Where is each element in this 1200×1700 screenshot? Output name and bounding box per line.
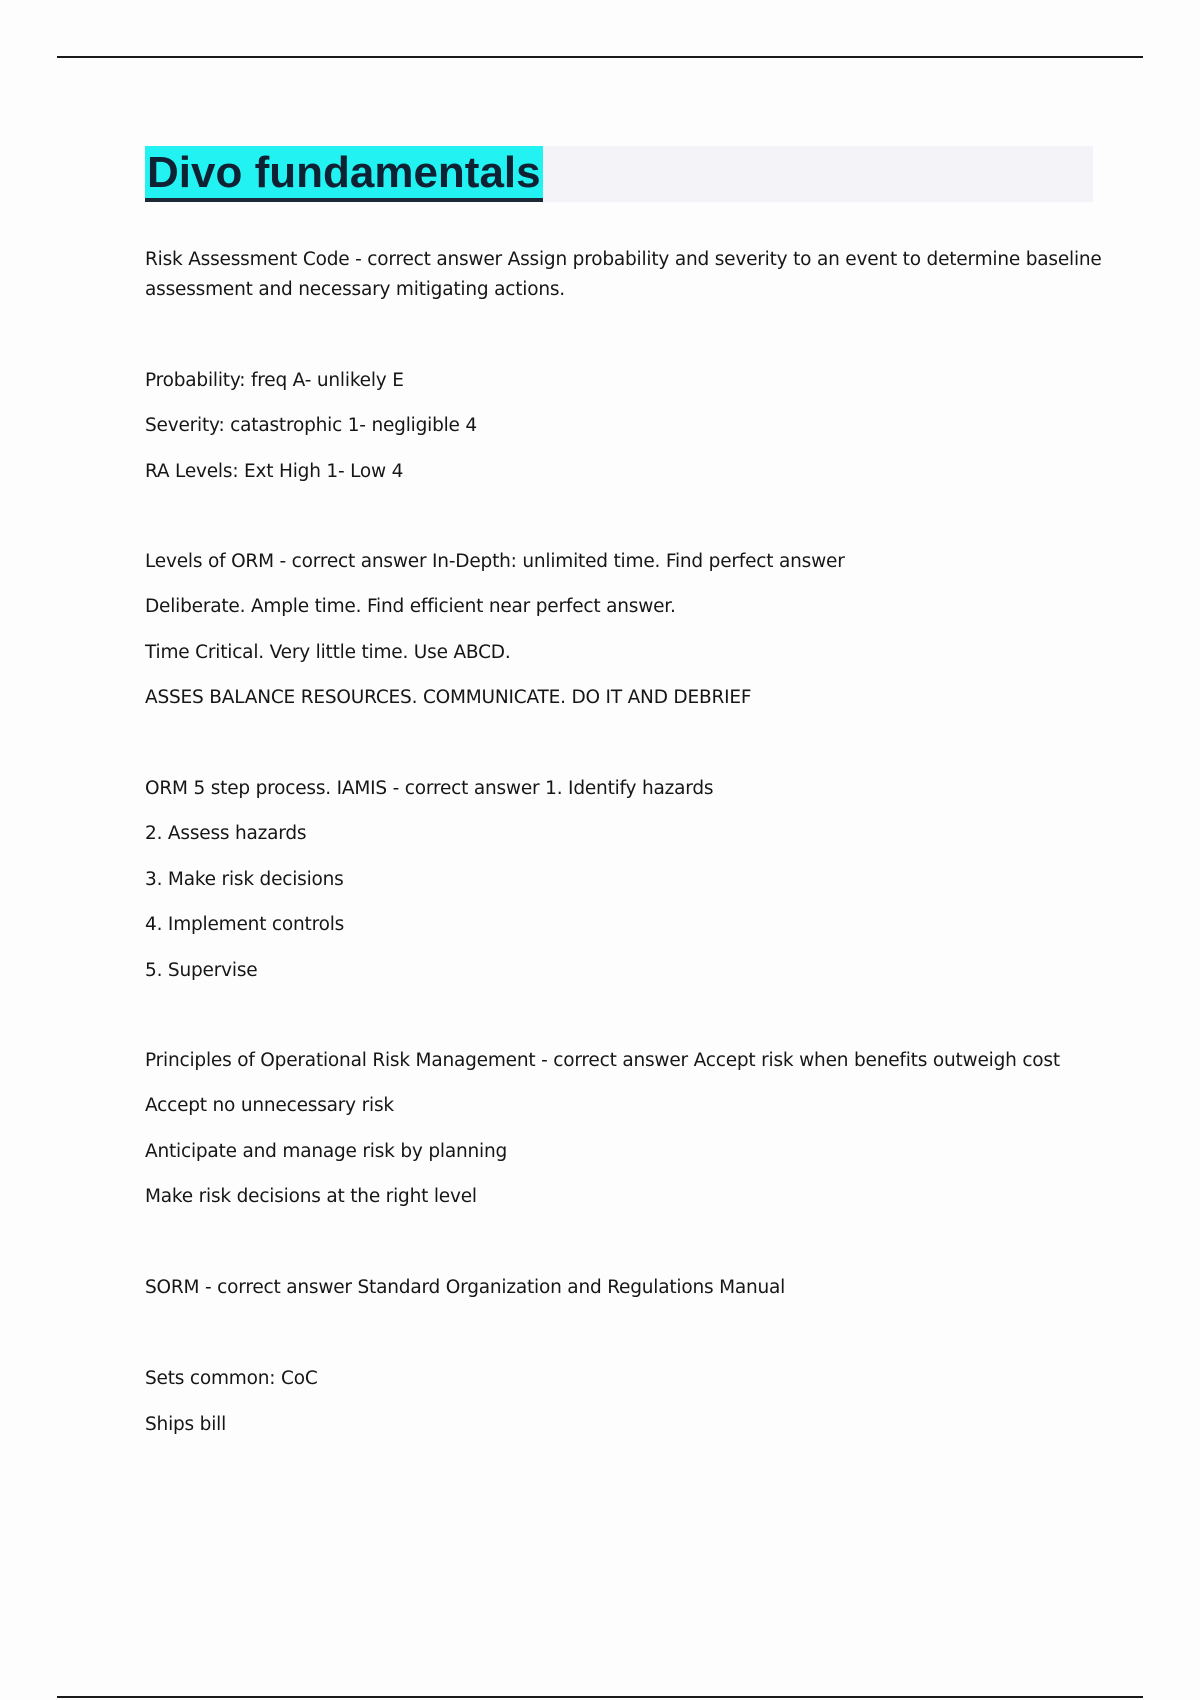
bottom-rule [57, 1696, 1143, 1698]
text-line: Sets common: CoC [145, 1368, 318, 1389]
text-line: Severity: catastrophic 1- negligible 4 [145, 415, 477, 436]
text-line: assessment and necessary mitigating actions. [145, 279, 565, 300]
text-line: 5. Supervise [145, 960, 258, 981]
text-line: SORM - correct answer Standard Organization and Regulations Manual [145, 1277, 786, 1298]
text-line: Probability: freq A- unlikely E [145, 370, 404, 391]
text-line: Ships bill [145, 1414, 227, 1435]
text-line: RA Levels: Ext High 1- Low 4 [145, 461, 404, 482]
text-line: Levels of ORM - correct answer In-Depth: unlimited time. Find perfect answer [145, 551, 845, 572]
text-line: Accept no unnecessary risk [145, 1095, 394, 1116]
text-line: Make risk decisions at the right level [145, 1186, 477, 1207]
text-line: 4. Implement controls [145, 914, 345, 935]
page-title: Divo fundamentals [145, 146, 543, 202]
text-line: Principles of Operational Risk Management - correct answer Accept risk when benefits outweigh cost [145, 1050, 1060, 1071]
text-line: Anticipate and manage risk by planning [145, 1141, 508, 1162]
text-line: Time Critical. Very little time. Use ABCD. [145, 642, 511, 663]
text-line: ASSES BALANCE RESOURCES. COMMUNICATE. DO IT AND DEBRIEF [145, 687, 752, 708]
text-line: Deliberate. Ample time. Find efficient near perfect answer. [145, 596, 676, 617]
top-rule [57, 56, 1143, 58]
text-line: ORM 5 step process. IAMIS - correct answer 1. Identify hazards [145, 778, 714, 799]
text-line: 2. Assess hazards [145, 823, 307, 844]
text-line: 3. Make risk decisions [145, 869, 344, 890]
text-line: Risk Assessment Code - correct answer Assign probability and severity to an event to determine baseline [145, 249, 1102, 270]
